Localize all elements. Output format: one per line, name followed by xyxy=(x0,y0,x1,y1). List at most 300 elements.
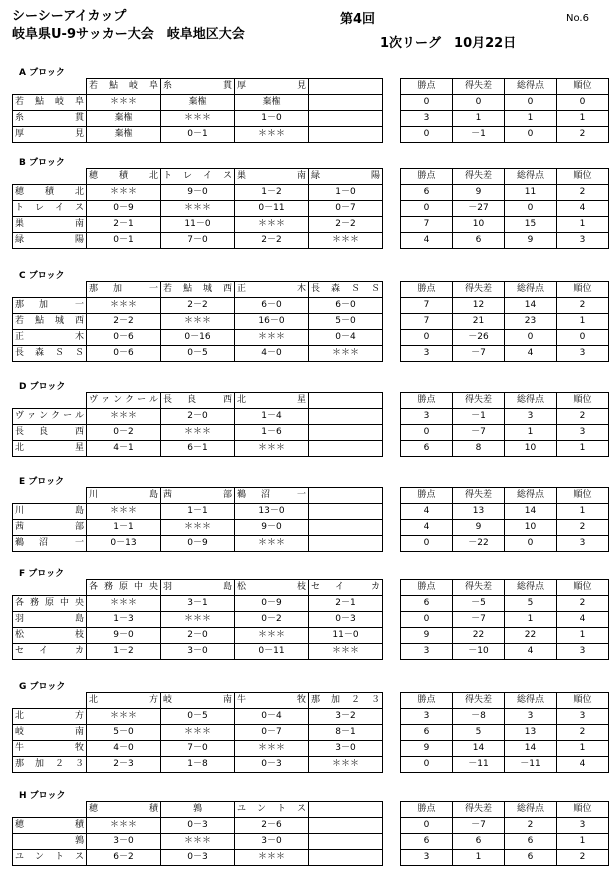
opponent-header: 川 島 xyxy=(87,488,161,504)
stat-header: 順位 xyxy=(557,79,609,95)
points-cell: 7 xyxy=(401,217,453,233)
match-result: ＊＊＊ xyxy=(87,709,161,725)
team-row xyxy=(13,628,609,644)
match-result: 9－0 xyxy=(235,520,309,536)
gap-cell xyxy=(383,709,401,725)
match-result xyxy=(309,850,383,866)
gap-cell xyxy=(383,504,401,520)
match-result: ＊＊＊ xyxy=(87,818,161,834)
team-row xyxy=(13,409,609,425)
match-result: ＊＊＊ xyxy=(235,441,309,457)
goal-diff-cell: 9 xyxy=(453,185,505,201)
team-name: 北 方 xyxy=(13,709,87,725)
gap-cell xyxy=(383,330,401,346)
match-result: 7－0 xyxy=(161,741,235,757)
opponent-header: 各 務 原 中 央 xyxy=(87,580,161,596)
match-result: 棄権 xyxy=(87,111,161,127)
goals-for-cell: 0 xyxy=(505,95,557,111)
match-result xyxy=(309,95,383,111)
goal-diff-cell: －27 xyxy=(453,201,505,217)
opponent-header: 鶉 xyxy=(161,802,235,818)
match-result: 4－0 xyxy=(235,346,309,362)
match-result: 1－1 xyxy=(161,504,235,520)
corner-cell xyxy=(13,393,87,409)
edition-label: 第4回 xyxy=(340,12,376,27)
gap-cell xyxy=(383,201,401,217)
corner-cell xyxy=(13,169,87,185)
goals-for-cell: 5 xyxy=(505,596,557,612)
standings-table xyxy=(12,692,609,773)
team-name: ヴァンクール xyxy=(13,409,87,425)
match-result: 2－2 xyxy=(87,314,161,330)
match-result: 0－9 xyxy=(161,536,235,552)
stat-header: 得失差 xyxy=(453,169,505,185)
stat-header: 総得点 xyxy=(505,580,557,596)
opponent-header: 松 枝 xyxy=(235,580,309,596)
stat-header: 勝点 xyxy=(401,693,453,709)
empty-header xyxy=(309,79,383,95)
rank-cell: 1 xyxy=(557,111,609,127)
opponent-header: 北 方 xyxy=(87,693,161,709)
match-result: 2－2 xyxy=(161,298,235,314)
goals-for-cell: －11 xyxy=(505,757,557,773)
rank-cell: 1 xyxy=(557,441,609,457)
goals-for-cell: 14 xyxy=(505,741,557,757)
match-result: ＊＊＊ xyxy=(309,644,383,660)
standings-table xyxy=(12,281,609,362)
goals-for-cell: 0 xyxy=(505,201,557,217)
goal-diff-cell: －7 xyxy=(453,346,505,362)
match-result xyxy=(309,504,383,520)
team-name: 茜 部 xyxy=(13,520,87,536)
opponent-header: 鵜 沼 一 xyxy=(235,488,309,504)
match-result: 0－1 xyxy=(87,233,161,249)
goal-diff-cell: －7 xyxy=(453,425,505,441)
match-result: 2－6 xyxy=(235,818,309,834)
team-row xyxy=(13,314,609,330)
stat-header: 勝点 xyxy=(401,169,453,185)
points-cell: 0 xyxy=(401,757,453,773)
match-result: 4－1 xyxy=(87,441,161,457)
match-result: 0－11 xyxy=(235,201,309,217)
block-title: F ブロック xyxy=(19,569,65,579)
stat-header: 総得点 xyxy=(505,802,557,818)
rank-cell: 2 xyxy=(557,127,609,143)
stat-header: 得失差 xyxy=(453,802,505,818)
match-result: 0－6 xyxy=(87,346,161,362)
points-cell: 4 xyxy=(401,520,453,536)
rank-cell: 4 xyxy=(557,201,609,217)
gap-cell xyxy=(383,725,401,741)
goals-for-cell: 11 xyxy=(505,185,557,201)
rank-cell: 2 xyxy=(557,520,609,536)
match-result: 0－2 xyxy=(235,612,309,628)
match-result: 0－9 xyxy=(235,596,309,612)
match-result xyxy=(309,441,383,457)
team-row xyxy=(13,127,609,143)
match-result xyxy=(309,520,383,536)
team-name: 牛 牧 xyxy=(13,741,87,757)
match-result: ＊＊＊ xyxy=(235,330,309,346)
goal-diff-cell: 12 xyxy=(453,298,505,314)
goal-diff-cell: －26 xyxy=(453,330,505,346)
rank-cell: 1 xyxy=(557,217,609,233)
goal-diff-cell: 21 xyxy=(453,314,505,330)
stat-header: 総得点 xyxy=(505,488,557,504)
opponent-header: ユ ン ト ス xyxy=(235,802,309,818)
stat-header: 総得点 xyxy=(505,169,557,185)
goal-diff-cell: 5 xyxy=(453,725,505,741)
goals-for-cell: 13 xyxy=(505,725,557,741)
block-title: D ブロック xyxy=(19,382,66,392)
team-name: 緑 陽 xyxy=(13,233,87,249)
points-cell: 9 xyxy=(401,741,453,757)
points-cell: 0 xyxy=(401,818,453,834)
match-result: 9－0 xyxy=(87,628,161,644)
match-result: 0－3 xyxy=(161,850,235,866)
match-result: ＊＊＊ xyxy=(87,409,161,425)
match-result: ＊＊＊ xyxy=(235,217,309,233)
stat-header: 総得点 xyxy=(505,693,557,709)
empty-header xyxy=(309,393,383,409)
points-cell: 0 xyxy=(401,127,453,143)
goal-diff-cell: －1 xyxy=(453,127,505,143)
match-result: 0－3 xyxy=(309,612,383,628)
opponent-header: 厚 見 xyxy=(235,79,309,95)
stat-header: 得失差 xyxy=(453,282,505,298)
points-cell: 0 xyxy=(401,330,453,346)
goals-for-cell: 6 xyxy=(505,850,557,866)
gap-cell xyxy=(383,314,401,330)
goals-for-cell: 14 xyxy=(505,504,557,520)
match-result: 3－0 xyxy=(87,834,161,850)
rank-cell: 1 xyxy=(557,834,609,850)
gap-cell xyxy=(383,111,401,127)
rank-cell: 2 xyxy=(557,850,609,866)
rank-cell: 0 xyxy=(557,330,609,346)
gap-cell xyxy=(383,346,401,362)
team-row xyxy=(13,504,609,520)
goals-for-cell: 0 xyxy=(505,127,557,143)
match-result: 3－0 xyxy=(235,834,309,850)
match-result xyxy=(309,818,383,834)
gap-cell xyxy=(383,393,401,409)
rank-cell: 3 xyxy=(557,233,609,249)
goal-diff-cell: 0 xyxy=(453,95,505,111)
team-name: 鵜 沼 一 xyxy=(13,536,87,552)
gap-cell xyxy=(383,233,401,249)
stat-header: 勝点 xyxy=(401,393,453,409)
match-result: 0－16 xyxy=(161,330,235,346)
match-result: ＊＊＊ xyxy=(161,520,235,536)
match-result: ＊＊＊ xyxy=(87,95,161,111)
gap-cell xyxy=(383,425,401,441)
goals-for-cell: 10 xyxy=(505,520,557,536)
team-name: 那 加 ２ ３ xyxy=(13,757,87,773)
goals-for-cell: 22 xyxy=(505,628,557,644)
points-cell: 6 xyxy=(401,185,453,201)
match-result: 6－2 xyxy=(87,850,161,866)
team-row xyxy=(13,536,609,552)
goals-for-cell: 2 xyxy=(505,818,557,834)
points-cell: 0 xyxy=(401,201,453,217)
gap-cell xyxy=(383,628,401,644)
opponent-header: 若 鮎 岐 阜 xyxy=(87,79,161,95)
goals-for-cell: 1 xyxy=(505,612,557,628)
team-name: 巣 南 xyxy=(13,217,87,233)
match-result: 棄権 xyxy=(161,95,235,111)
team-name: 厚 見 xyxy=(13,127,87,143)
opponent-header: セ イ カ xyxy=(309,580,383,596)
match-result: 棄権 xyxy=(87,127,161,143)
gap-cell xyxy=(383,520,401,536)
match-result: 11－0 xyxy=(161,217,235,233)
goal-diff-cell: 6 xyxy=(453,233,505,249)
opponent-header: 緑 陽 xyxy=(309,169,383,185)
goal-diff-cell: －11 xyxy=(453,757,505,773)
stat-header: 総得点 xyxy=(505,393,557,409)
stat-header: 勝点 xyxy=(401,488,453,504)
block-title: A ブロック xyxy=(19,68,65,78)
points-cell: 3 xyxy=(401,709,453,725)
stat-header: 勝点 xyxy=(401,79,453,95)
match-result: 3－2 xyxy=(309,709,383,725)
match-result: ＊＊＊ xyxy=(235,850,309,866)
team-name: 糸 貫 xyxy=(13,111,87,127)
rank-cell: 3 xyxy=(557,425,609,441)
header-row xyxy=(13,393,609,409)
match-result: 1－0 xyxy=(309,185,383,201)
goals-for-cell: 1 xyxy=(505,425,557,441)
stat-header: 得失差 xyxy=(453,393,505,409)
team-name: 穂 積 xyxy=(13,818,87,834)
match-result: 6－0 xyxy=(309,298,383,314)
gap-cell xyxy=(383,802,401,818)
match-result: 0－3 xyxy=(235,757,309,773)
points-cell: 3 xyxy=(401,346,453,362)
gap-cell xyxy=(383,536,401,552)
team-name: セ イ カ xyxy=(13,644,87,660)
team-row xyxy=(13,612,609,628)
opponent-header: 茜 部 xyxy=(161,488,235,504)
opponent-header: 北 星 xyxy=(235,393,309,409)
team-row xyxy=(13,644,609,660)
opponent-header: 長 良 西 xyxy=(161,393,235,409)
header-row xyxy=(13,169,609,185)
rank-cell: 2 xyxy=(557,725,609,741)
match-result: 0－1 xyxy=(161,127,235,143)
gap-cell xyxy=(383,834,401,850)
team-row xyxy=(13,520,609,536)
match-result: 1－2 xyxy=(87,644,161,660)
rank-cell: 0 xyxy=(557,95,609,111)
rank-cell: 2 xyxy=(557,185,609,201)
team-row xyxy=(13,725,609,741)
gap-cell xyxy=(383,693,401,709)
opponent-header: 那 加 ２ ３ xyxy=(309,693,383,709)
team-row xyxy=(13,596,609,612)
tournament-subtitle: 岐阜県U-9サッカー大会 岐阜地区大会 xyxy=(12,27,245,42)
match-result: ＊＊＊ xyxy=(161,725,235,741)
tournament-title: シーシーアイカップ xyxy=(12,9,127,24)
opponent-header: 糸 貫 xyxy=(161,79,235,95)
gap-cell xyxy=(383,596,401,612)
team-name: 正 木 xyxy=(13,330,87,346)
gap-cell xyxy=(383,409,401,425)
match-result: 0－4 xyxy=(235,709,309,725)
match-result: 4－0 xyxy=(87,741,161,757)
rank-cell: 2 xyxy=(557,298,609,314)
goal-diff-cell: －5 xyxy=(453,596,505,612)
stat-header: 勝点 xyxy=(401,282,453,298)
opponent-header: 牛 牧 xyxy=(235,693,309,709)
match-result: ＊＊＊ xyxy=(235,628,309,644)
gap-cell xyxy=(383,282,401,298)
rank-cell: 1 xyxy=(557,628,609,644)
match-result: 1－3 xyxy=(87,612,161,628)
goals-for-cell: 0 xyxy=(505,330,557,346)
match-result: ＊＊＊ xyxy=(87,185,161,201)
team-row xyxy=(13,709,609,725)
gap-cell xyxy=(383,757,401,773)
rank-cell: 3 xyxy=(557,644,609,660)
team-row xyxy=(13,233,609,249)
header-row xyxy=(13,488,609,504)
rank-cell: 3 xyxy=(557,346,609,362)
team-row xyxy=(13,346,609,362)
team-row xyxy=(13,111,609,127)
team-row xyxy=(13,95,609,111)
stat-header: 勝点 xyxy=(401,802,453,818)
team-row xyxy=(13,217,609,233)
match-result: 2－0 xyxy=(161,628,235,644)
match-result: ＊＊＊ xyxy=(87,504,161,520)
match-result: 0－3 xyxy=(161,818,235,834)
match-result: ＊＊＊ xyxy=(235,127,309,143)
team-row xyxy=(13,757,609,773)
corner-cell xyxy=(13,802,87,818)
match-result: ＊＊＊ xyxy=(309,233,383,249)
team-row xyxy=(13,425,609,441)
points-cell: 3 xyxy=(401,111,453,127)
match-result: ＊＊＊ xyxy=(161,425,235,441)
gap-cell xyxy=(383,217,401,233)
empty-header xyxy=(309,802,383,818)
opponent-header: 穂 積 北 xyxy=(87,169,161,185)
team-name: 鶉 xyxy=(13,834,87,850)
corner-cell xyxy=(13,488,87,504)
goal-diff-cell: －8 xyxy=(453,709,505,725)
gap-cell xyxy=(383,441,401,457)
match-result: 6－1 xyxy=(161,441,235,457)
header-row xyxy=(13,580,609,596)
goal-diff-cell: －7 xyxy=(453,612,505,628)
gap-cell xyxy=(383,298,401,314)
points-cell: 7 xyxy=(401,298,453,314)
points-cell: 9 xyxy=(401,628,453,644)
goals-for-cell: 1 xyxy=(505,111,557,127)
team-name: ユ ン ト ス xyxy=(13,850,87,866)
gap-cell xyxy=(383,169,401,185)
goal-diff-cell: 9 xyxy=(453,520,505,536)
team-name: 若 鮎 城 西 xyxy=(13,314,87,330)
rank-cell: 4 xyxy=(557,757,609,773)
team-row xyxy=(13,298,609,314)
block-title: C ブロック xyxy=(19,271,65,281)
match-result: 1－8 xyxy=(161,757,235,773)
goal-diff-cell: －7 xyxy=(453,818,505,834)
match-result: 0－13 xyxy=(87,536,161,552)
points-cell: 0 xyxy=(401,536,453,552)
goal-diff-cell: －22 xyxy=(453,536,505,552)
block-title: G ブロック xyxy=(19,682,66,692)
match-result: ＊＊＊ xyxy=(161,201,235,217)
rank-cell: 1 xyxy=(557,504,609,520)
points-cell: 6 xyxy=(401,596,453,612)
match-result: ＊＊＊ xyxy=(235,536,309,552)
goal-diff-cell: 14 xyxy=(453,741,505,757)
match-result xyxy=(309,425,383,441)
stat-header: 順位 xyxy=(557,802,609,818)
opponent-header: 正 木 xyxy=(235,282,309,298)
team-row xyxy=(13,201,609,217)
goal-diff-cell: 22 xyxy=(453,628,505,644)
goal-diff-cell: －1 xyxy=(453,409,505,425)
goals-for-cell: 4 xyxy=(505,644,557,660)
match-result xyxy=(309,111,383,127)
opponent-header: 那 加 一 xyxy=(87,282,161,298)
gap-cell xyxy=(383,488,401,504)
match-result: 棄権 xyxy=(235,95,309,111)
stat-header: 勝点 xyxy=(401,580,453,596)
points-cell: 3 xyxy=(401,850,453,866)
opponent-header: 羽 島 xyxy=(161,580,235,596)
match-result: 2－1 xyxy=(87,217,161,233)
rank-cell: 4 xyxy=(557,612,609,628)
stat-header: 総得点 xyxy=(505,79,557,95)
standings-table xyxy=(12,392,609,457)
match-result: 2－1 xyxy=(309,596,383,612)
match-result: 0－2 xyxy=(87,425,161,441)
match-result: 0－11 xyxy=(235,644,309,660)
goals-for-cell: 4 xyxy=(505,346,557,362)
match-result: 0－5 xyxy=(161,709,235,725)
match-result: 2－2 xyxy=(235,233,309,249)
gap-cell xyxy=(383,79,401,95)
goal-diff-cell: 1 xyxy=(453,111,505,127)
match-result: 2－3 xyxy=(87,757,161,773)
points-cell: 4 xyxy=(401,233,453,249)
opponent-header: 岐 南 xyxy=(161,693,235,709)
stat-header: 順位 xyxy=(557,282,609,298)
header-row xyxy=(13,282,609,298)
rank-cell: 3 xyxy=(557,709,609,725)
block-title: H ブロック xyxy=(19,791,66,801)
team-row xyxy=(13,834,609,850)
match-result: ＊＊＊ xyxy=(87,596,161,612)
match-result: 11－0 xyxy=(309,628,383,644)
team-row xyxy=(13,441,609,457)
team-name: 北 星 xyxy=(13,441,87,457)
match-result: ＊＊＊ xyxy=(161,111,235,127)
points-cell: 0 xyxy=(401,95,453,111)
stat-header: 順位 xyxy=(557,488,609,504)
header-row xyxy=(13,802,609,818)
points-cell: 7 xyxy=(401,314,453,330)
header-row xyxy=(13,693,609,709)
team-name: 岐 南 xyxy=(13,725,87,741)
goal-diff-cell: 8 xyxy=(453,441,505,457)
